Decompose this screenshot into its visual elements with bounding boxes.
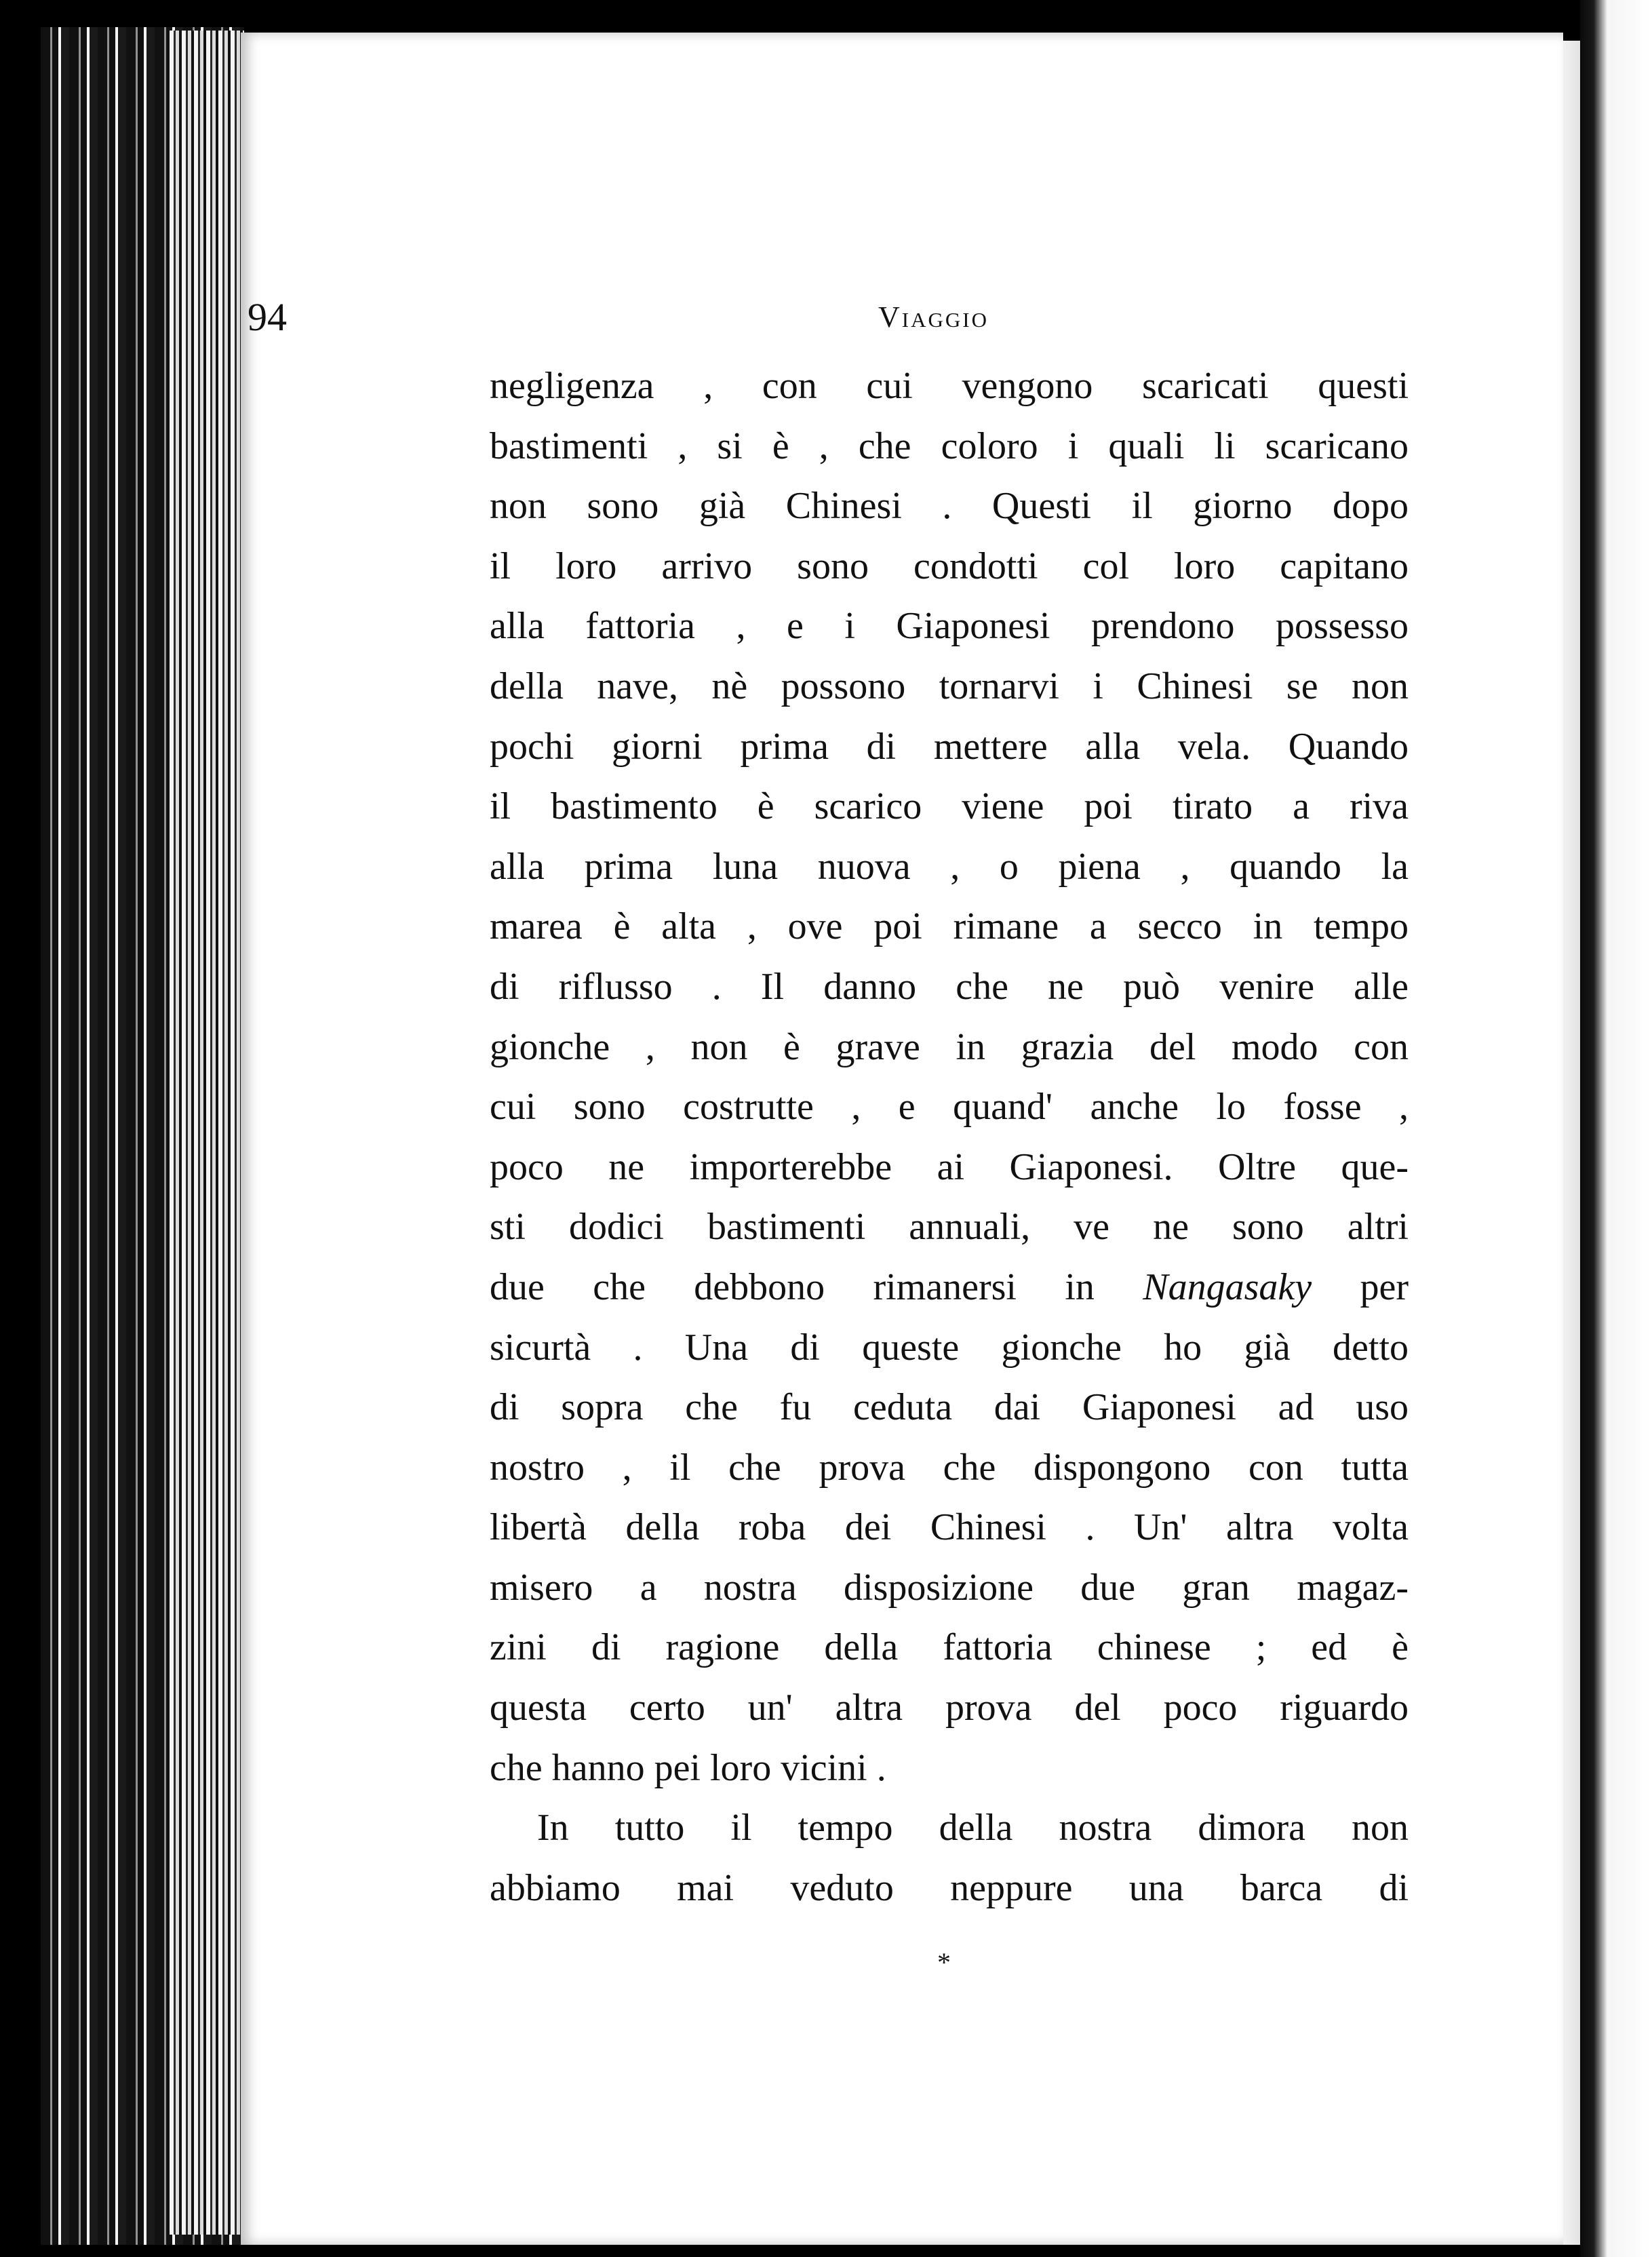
text-line: di sopra che fu ceduta dai Giaponesi ad uso <box>490 1386 1409 1429</box>
place-name-italic: Nangasaky <box>1143 1265 1312 1308</box>
paragraph-end-line: che hanno pei loro vicini . <box>490 1746 886 1789</box>
page-number: 94 <box>248 295 287 339</box>
text-line: alla prima luna nuova , o piena , quando la <box>490 845 1409 888</box>
text-fragment: due che debbono rimanersi in <box>490 1265 1143 1308</box>
text-line: libertà della roba dei Chinesi . Un' altra volta <box>490 1506 1409 1549</box>
text-line: bastimenti , si è , che coloro i quali li scaricano <box>490 425 1409 467</box>
text-line: poco ne importerebbe ai Giaponesi. Oltre que- <box>490 1145 1409 1188</box>
text-line: alla fattoria , e i Giaponesi prendono possesso <box>490 605 1409 648</box>
text-line: marea è alta , ove poi rimane a secco in tempo <box>490 905 1409 948</box>
text-line: In tutto il tempo della nostra dimora non <box>537 1807 1409 1849</box>
text-line: abbiamo mai veduto neppure una barca di <box>490 1866 1409 1909</box>
text-line: pochi giorni prima di mettere alla vela. Quando <box>490 725 1409 768</box>
text-line: di riflusso . Il danno che ne può venire alle <box>490 965 1409 1008</box>
text-line: nostro , il che prova che dispongono con tutta <box>490 1446 1409 1489</box>
text-line: questa certo un' altra prova del poco riguardo <box>490 1687 1409 1729</box>
signature-mark: * <box>937 1947 951 1978</box>
body-text <box>490 356 1409 1918</box>
running-head: Viaggio <box>878 300 989 334</box>
text-line: il loro arrivo sono condotti col loro capitano <box>490 545 1409 587</box>
text-line-nangasaky <box>490 1257 1409 1318</box>
text-line: della nave, nè possono tornarvi i Chinesi se non <box>490 665 1409 707</box>
text-line: zini di ragione della fattoria chinese ; ed è <box>490 1626 1409 1669</box>
text-line: cui sono costrutte , e quand' anche lo fosse , <box>490 1086 1409 1128</box>
page-header <box>248 290 1414 345</box>
text-line: sti dodici bastimenti annuali, ve ne sono altri <box>490 1206 1409 1249</box>
text-line: negligenza , con cui vengono scaricati questi <box>490 365 1409 407</box>
text-line: sicurtà . Una di queste gionche ho già detto <box>490 1326 1409 1369</box>
text-fragment: per <box>1312 1265 1409 1308</box>
text-line: il bastimento è scarico viene poi tirato a riva <box>490 785 1409 828</box>
right-cover-edge <box>1580 0 1652 2257</box>
text-line: gionche , non è grave in grazia del modo con <box>490 1025 1409 1068</box>
stacked-page-edges <box>170 31 244 2235</box>
text-line: misero a nostra disposizione due gran magaz- <box>490 1566 1409 1609</box>
text-line: non sono già Chinesi . Questi il giorno dopo <box>490 485 1409 528</box>
